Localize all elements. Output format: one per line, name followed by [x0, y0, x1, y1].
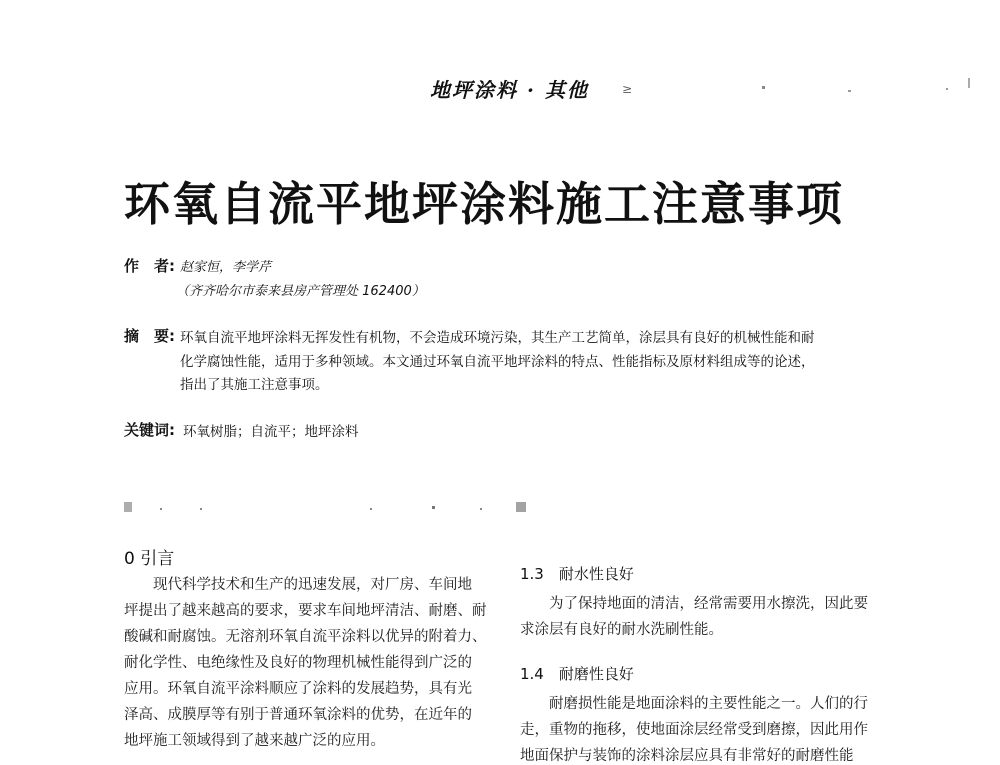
header-mark: ≥ [622, 82, 633, 96]
left-column-heading: 0 引言 [124, 549, 175, 569]
separator-dot [480, 508, 482, 510]
body-line: 地坪施工领域得到了越来越广泛的应用。 [124, 733, 385, 749]
authors-label: 作 者: [124, 257, 175, 275]
abstract-line: 环氧自流平地坪涂料无挥发性有机物，不会造成环境污染，其生产工艺简单，涂层具有良好的机械性能和耐 [180, 330, 815, 346]
separator-mark-left [124, 502, 132, 512]
separator-dot [200, 508, 202, 510]
body-line: 应用。环氧自流平涂料顺应了涂料的发展趋势，具有光 [124, 681, 472, 697]
scan-speck [968, 78, 970, 88]
separator-dot [160, 508, 162, 510]
abstract-line: 指出了其施工注意事项。 [180, 377, 329, 393]
authors: 赵家恒，李学芹 [180, 260, 272, 275]
scan-speck [762, 86, 765, 89]
separator-dot [432, 506, 435, 509]
separator-mark-right [516, 502, 526, 512]
body-line: 酸碱和耐腐蚀。无溶剂环氧自流平涂料以优异的附着力、 [124, 629, 487, 645]
body-line: 现代科学技术和生产的迅速发展，对厂房、车间地 [124, 577, 472, 593]
separator-dot [370, 508, 372, 510]
abstract-line: 化学腐蚀性能，适用于多种领域。本文通过环氧自流平地坪涂料的特点、性能指标及原材料组成等的论述， [180, 354, 815, 370]
body-line: 走，重物的拖移，使地面涂层经常受到磨擦，因此用作 [520, 722, 868, 738]
body-line: 耐化学性、电绝缘性及良好的物理机械性能得到广泛的 [124, 655, 472, 671]
body-line: 地面保护与装饰的涂料涂层应具有非常好的耐磨性能 [520, 748, 854, 764]
body-line: 求涂层有良好的耐水洗刷性能。 [520, 622, 723, 638]
section-14-heading: 1.4 耐磨性良好 [520, 665, 634, 683]
section-header: 地坪涂料 · 其他 [430, 78, 589, 102]
body-line: 耐磨损性能是地面涂料的主要性能之一。人们的行 [520, 696, 868, 712]
body-line: 泽高、成膜厚等有别于普通环氧涂料的优势，在近年的 [124, 707, 472, 723]
scan-speck [946, 88, 948, 90]
affiliation: （齐齐哈尔市泰来县房产管理处 162400） [176, 284, 425, 299]
keywords: 环氧树脂；自流平；地坪涂料 [183, 424, 359, 440]
keywords-label: 关键词: [124, 421, 175, 439]
body-line: 坪提出了越来越高的要求，要求车间地坪清洁、耐磨、耐 [124, 603, 487, 619]
scan-speck [848, 90, 851, 92]
abstract-label: 摘 要: [124, 327, 175, 345]
article-title: 环氧自流平地坪涂料施工注意事项 [124, 177, 844, 231]
body-line: 为了保持地面的清洁，经常需要用水擦洗，因此要 [520, 596, 868, 612]
section-13-heading: 1.3 耐水性良好 [520, 565, 634, 583]
